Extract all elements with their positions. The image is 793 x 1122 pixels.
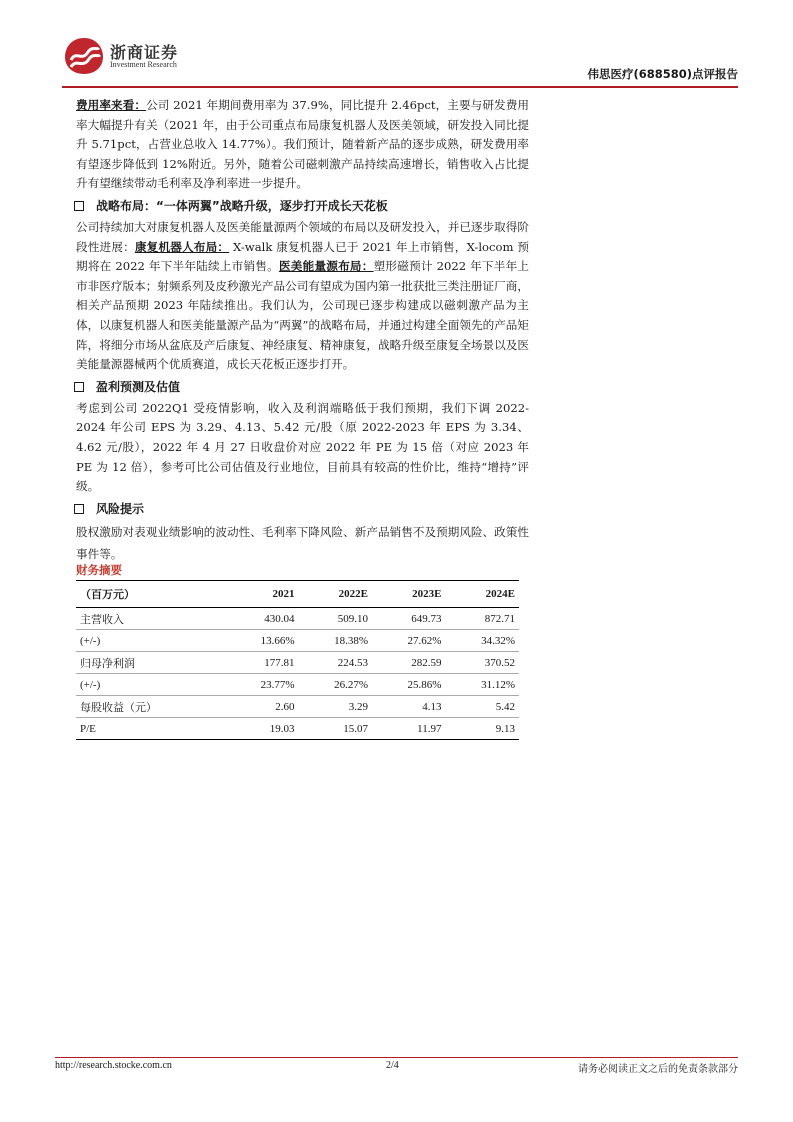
table-row [76, 652, 519, 674]
column-header: 2024E [445, 581, 519, 608]
table-cell: 26.27% [299, 674, 372, 696]
section-risk [74, 499, 529, 519]
table-cell: 9.13 [445, 718, 519, 740]
table-row [76, 608, 519, 630]
paragraph-risk: 股权激励对表观业绩影响的波动性、毛利率下降风险、新产品销售不及预期风险、政策性事件等。 [76, 524, 529, 561]
table-cell: P/E [76, 718, 225, 740]
table-cell: (+/-) [76, 630, 225, 652]
paragraph-expense [76, 96, 529, 194]
footer-disclaimer: 请务必阅读正文之后的免责条款部分 [578, 1064, 738, 1075]
checkbox-bullet-icon [74, 504, 84, 514]
table-cell: 31.12% [445, 674, 519, 696]
table-row [76, 630, 519, 652]
header-divider [62, 86, 738, 88]
paragraph-forecast: 考虑到公司 2022Q1 受疫情影响，收入及利润端略低于我们预期，我们下调 2022-2024 年公司 EPS 为 3.29、4.13、5.42 元/股（原 2022-2023 年 EPS 为 3.34、4.62 元/股），2022 年 4 月 27 日收盘价对应 2022 年 PE 为 15 倍（对应 2023 年 PE 为 12 倍），参考可比公司估值及行业地位，目前具有较高的性价比，维持“增持”评级。 [76, 400, 529, 494]
section-title: 战略布局：“一体两翼”战略升级，逐步打开成长天花板 [96, 198, 388, 213]
column-header: 2021 [225, 581, 298, 608]
table-cell: 19.03 [225, 718, 298, 740]
logo-subtitle: Investment Research [110, 60, 177, 69]
financial-summary-title: 财务摘要 [76, 563, 122, 577]
table-cell: 2.60 [225, 696, 298, 718]
table-cell: 224.53 [299, 652, 372, 674]
table-cell: 11.97 [372, 718, 445, 740]
highlight-robot: 康复机器人布局： [134, 239, 230, 254]
table-header-row [76, 581, 519, 608]
highlight-aesthetic: 医美能量源布局： [278, 259, 374, 274]
table-cell: 27.62% [372, 630, 445, 652]
table-cell: 177.81 [225, 652, 298, 674]
table-row [76, 696, 519, 718]
table-row [76, 674, 519, 696]
paragraph-text: 公司 2021 年期间费用率为 37.9%，同比提升 2.46pct，主要与研发费用率大幅提升有关（2021 年，由于公司重点布局康复机器人及医美领域，研发投入同比提升 5.71pct，占营业总收入 14.77%）。我们预计，随着新产品的逐步成熟，研发费用率有望逐步降低到 12%附近。另外，随着公司磁刺激产品持续高速增长，销售收入占比提升有望继续带动毛利率及净利率进一步提升。 [76, 98, 529, 191]
page-number: 2/4 [386, 1060, 399, 1071]
table-cell: 13.66% [225, 630, 298, 652]
table-cell: 18.38% [299, 630, 372, 652]
table-cell: 5.42 [445, 696, 519, 718]
table-cell: 4.13 [372, 696, 445, 718]
table-cell: 872.71 [445, 608, 519, 630]
paragraph-text: 塑形磁预计 2022 年下半年上市非医疗版本；射频系列及皮秒激光产品公司有望成为国内第一批获批三类注册证厂商，相关产品预期 2023 年陆续推出。我们认为，公司现已逐步构建成以磁刺激产品为主体，以康复机器人和医美能量源产品为“两翼”的战略布局，并通过构建全面领先的产品矩阵，将细分市场从盆底及产后康复、神经康复、精神康复，战略升级至康复全场景以及医美能量源器械两个优质赛道，成长天花板正逐步打开。 [76, 259, 529, 372]
logo-company-name: 浙商证券 [110, 43, 179, 62]
checkbox-bullet-icon [74, 201, 84, 211]
page-header [62, 36, 738, 88]
column-header: （百万元） [76, 581, 225, 608]
column-header: 2022E [299, 581, 372, 608]
footer-divider [55, 1057, 738, 1058]
table-cell: 3.29 [299, 696, 372, 718]
table-cell: 每股收益（元） [76, 696, 225, 718]
table-cell: 649.73 [372, 608, 445, 630]
zheshang-logo-icon [62, 36, 106, 76]
table-cell: 23.77% [225, 674, 298, 696]
table-cell: 25.86% [372, 674, 445, 696]
report-body [76, 96, 529, 565]
paragraph-strategy [76, 218, 529, 375]
section-strategy [74, 196, 529, 216]
table-cell: 370.52 [445, 652, 519, 674]
column-header: 2023E [372, 581, 445, 608]
table-cell: 34.32% [445, 630, 519, 652]
report-title: 伟思医疗(688580)点评报告 [587, 67, 738, 81]
section-title: 风险提示 [96, 501, 145, 516]
highlight-expense: 费用率来看： [76, 98, 147, 112]
paragraph-text: X-walk 康复机器人已于 2021 年上市销售，X-locom 预期将在 2022 年下半年陆续上市销售。 [76, 239, 529, 274]
table-cell: 430.04 [225, 608, 298, 630]
table-cell: 主营收入 [76, 608, 225, 630]
financial-summary-table [76, 580, 519, 740]
paragraph-text: 公司持续加大对康复机器人及医美能量源两个领域的布局以及研发投入，并已逐步取得阶段性进展： [76, 219, 529, 254]
table-cell: 282.59 [372, 652, 445, 674]
checkbox-bullet-icon [74, 382, 84, 392]
section-forecast [74, 377, 529, 397]
table-cell: (+/-) [76, 674, 225, 696]
table-cell: 509.10 [299, 608, 372, 630]
table-cell: 归母净利润 [76, 652, 225, 674]
section-title: 盈利预测及估值 [96, 379, 181, 394]
table-row [76, 718, 519, 740]
table-cell: 15.07 [299, 718, 372, 740]
footer-url-link[interactable]: http://research.stocke.com.cn [55, 1060, 172, 1071]
